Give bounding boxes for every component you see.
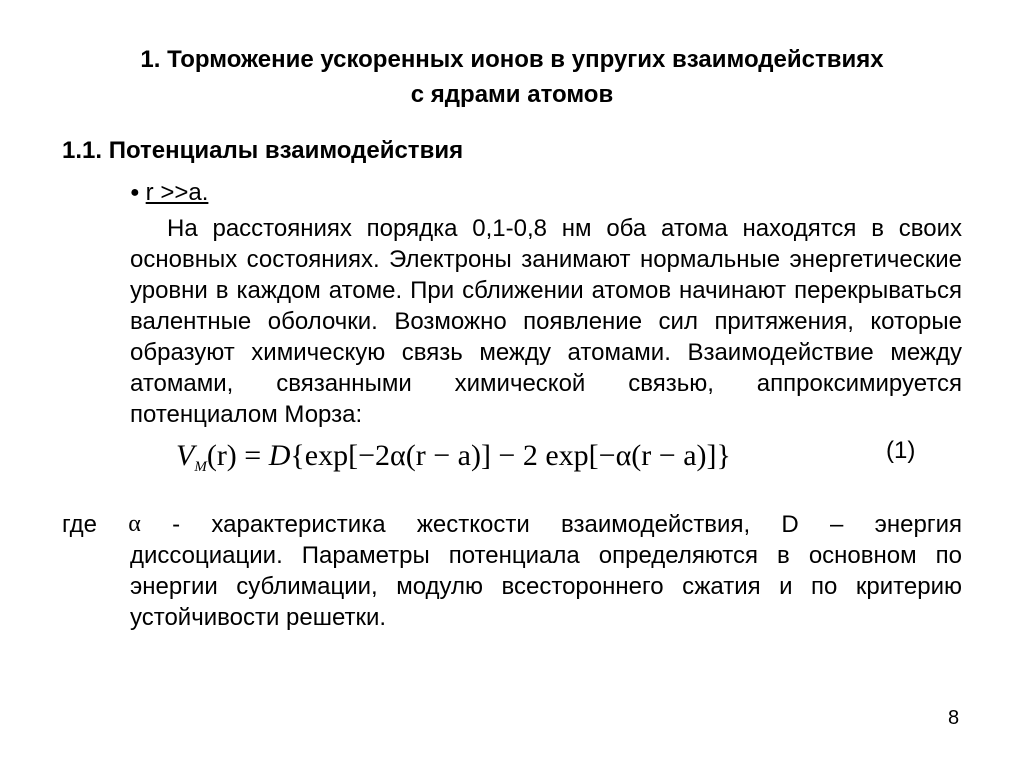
slide-title-line-2: с ядрами атомов <box>410 81 614 108</box>
alpha-symbol: α <box>128 511 141 537</box>
where-explanation <box>62 509 962 633</box>
page-number: 8 <box>948 707 960 729</box>
morse-potential-formula <box>176 436 731 487</box>
where-word-6: энергия <box>874 511 962 538</box>
where-word-1: характеристика <box>211 511 386 538</box>
section-heading: 1.1. Потенциалы взаимодействия <box>62 137 464 164</box>
formula-rhs-body: {exp[−2α(r − a)] − 2 exp[−α(r − a)]} <box>290 439 731 472</box>
where-word-2: жесткости <box>416 511 530 538</box>
where-word-5: – <box>830 511 844 538</box>
bullet-dot-icon: ● <box>130 184 140 201</box>
bullet-condition-line <box>130 178 208 208</box>
equation-number: (1) <box>886 437 916 464</box>
formula-lhs-symbol: V <box>176 439 195 472</box>
formula-lhs-argument: (r) = <box>206 439 269 472</box>
bullet-condition-text: r >>a. <box>145 179 209 206</box>
where-word: где <box>62 511 98 538</box>
slide-title-line-1: 1. Торможение ускоренных ионов в упругих взаимодействиях <box>140 46 884 73</box>
formula-rhs-d: D <box>268 439 291 472</box>
where-continuation: диссоциации. Параметры потенциала определяются в основном по энергии сублимации, модулю всестороннего сжатия и по критерию устойчивости решетки. <box>130 542 962 631</box>
formula-lhs-subscript: M <box>194 459 207 475</box>
slide-title <box>40 42 984 112</box>
where-word-3: взаимодействия, <box>561 511 751 538</box>
where-first-line <box>62 509 962 540</box>
body-paragraph: На расстояниях порядка 0,1-0,8 нм оба атома находятся в своих основных состояниях. Электроны занимают нормальные энергетические уровни в каждом атоме. При сближении атомов начинают перекрываться валентные оболочки. Возможно появление сил притяжения, которые образуют химическую связь между атомами. Взаимодействие между атомами, связанными химической связью, аппроксимируется потенциалом Морза: <box>130 215 962 428</box>
where-dash: - <box>172 511 181 538</box>
where-word-4: D <box>781 511 799 538</box>
